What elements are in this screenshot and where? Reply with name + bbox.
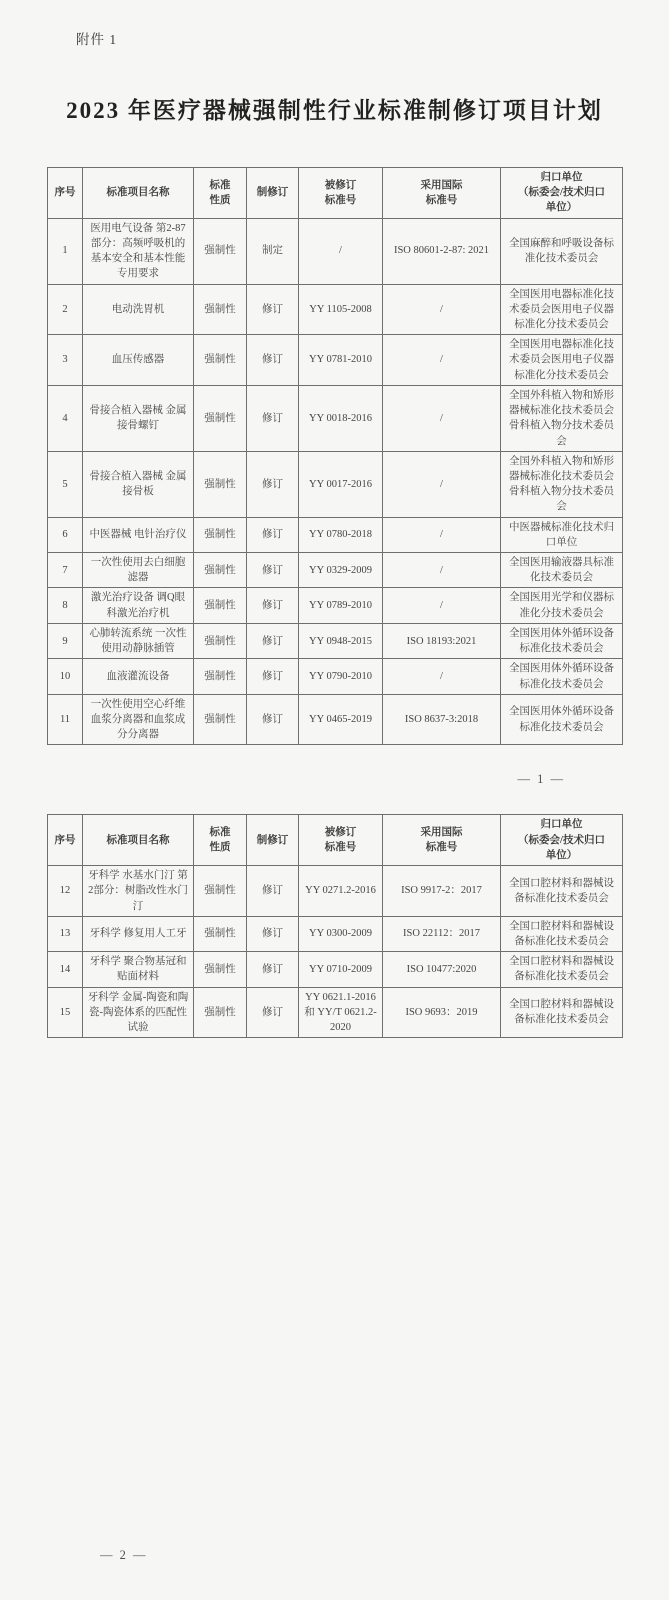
cell-revised-standard-no: YY 0790-2010 xyxy=(299,659,383,694)
cell-project-name: 血压传感器 xyxy=(83,335,194,386)
table-header-row xyxy=(48,168,623,219)
cell-intl-standard-no: / xyxy=(383,553,501,588)
cell-intl-standard-no: / xyxy=(383,517,501,552)
cell-revised-standard-no: YY 0789-2010 xyxy=(299,588,383,623)
cell-project-name: 骨接合植入器械 金属接骨板 xyxy=(83,451,194,517)
cell-standard-nature: 强制性 xyxy=(194,588,247,623)
cell-responsible-unit: 全国医用体外循环设备标准化技术委员会 xyxy=(501,659,623,694)
cell-standard-nature: 强制性 xyxy=(194,284,247,335)
cell-revised-standard-no: / xyxy=(299,218,383,284)
cell-intl-standard-no: ISO 18193:2021 xyxy=(383,623,501,658)
cell-revision-type: 修订 xyxy=(247,659,299,694)
cell-project-name: 电动洗胃机 xyxy=(83,284,194,335)
cell-standard-nature: 强制性 xyxy=(194,553,247,588)
column-header: 被修订 标准号 xyxy=(299,815,383,866)
table-row xyxy=(48,623,623,658)
cell-revision-type: 修订 xyxy=(247,335,299,386)
cell-revision-type: 修订 xyxy=(247,451,299,517)
table-row xyxy=(48,987,623,1038)
cell-responsible-unit: 全国医用光学和仪器标准化分技术委员会 xyxy=(501,588,623,623)
cell-revised-standard-no: YY 0018-2016 xyxy=(299,385,383,451)
table-row xyxy=(48,866,623,917)
cell-revised-standard-no: YY 0621.1-2016 和 YY/T 0621.2-2020 xyxy=(299,987,383,1038)
standards-table-page1 xyxy=(47,167,623,745)
cell-intl-standard-no: / xyxy=(383,659,501,694)
table-header xyxy=(48,168,623,219)
cell-responsible-unit: 全国口腔材料和器械设备标准化技术委员会 xyxy=(501,987,623,1038)
cell-serial-number: 1 xyxy=(48,218,83,284)
cell-responsible-unit: 全国医用体外循环设备标准化技术委员会 xyxy=(501,694,623,745)
cell-revised-standard-no: YY 0329-2009 xyxy=(299,553,383,588)
column-header: 标准项目名称 xyxy=(83,815,194,866)
cell-intl-standard-no: / xyxy=(383,451,501,517)
cell-standard-nature: 强制性 xyxy=(194,916,247,951)
cell-serial-number: 4 xyxy=(48,385,83,451)
column-header: 序号 xyxy=(48,168,83,219)
cell-project-name: 一次性使用空心纤维血浆分离器和血浆成分分离器 xyxy=(83,694,194,745)
cell-intl-standard-no: / xyxy=(383,335,501,386)
cell-revised-standard-no: YY 1105-2008 xyxy=(299,284,383,335)
cell-standard-nature: 强制性 xyxy=(194,866,247,917)
column-header: 制修订 xyxy=(247,815,299,866)
cell-intl-standard-no: / xyxy=(383,284,501,335)
table-body-page1 xyxy=(48,218,623,745)
cell-responsible-unit: 全国医用输液器具标准化技术委员会 xyxy=(501,553,623,588)
table-row xyxy=(48,694,623,745)
cell-revised-standard-no: YY 0300-2009 xyxy=(299,916,383,951)
cell-standard-nature: 强制性 xyxy=(194,987,247,1038)
attachment-label: 附件 1 xyxy=(76,32,118,47)
page-title: 2023 年医疗器械强制性行业标准制修订项目计划 xyxy=(66,98,603,123)
cell-project-name: 一次性使用去白细胞滤器 xyxy=(83,553,194,588)
cell-responsible-unit: 全国口腔材料和器械设备标准化技术委员会 xyxy=(501,952,623,987)
cell-standard-nature: 强制性 xyxy=(194,623,247,658)
cell-revision-type: 修订 xyxy=(247,385,299,451)
cell-revision-type: 制定 xyxy=(247,218,299,284)
cell-standard-nature: 强制性 xyxy=(194,218,247,284)
cell-revised-standard-no: YY 0781-2010 xyxy=(299,335,383,386)
cell-intl-standard-no: ISO 8637-3:2018 xyxy=(383,694,501,745)
page-number-1: — 1 — xyxy=(517,772,565,787)
cell-project-name: 牙科学 水基水门汀 第2部分：树脂改性水门汀 xyxy=(83,866,194,917)
cell-responsible-unit: 全国麻醉和呼吸设备标准化技术委员会 xyxy=(501,218,623,284)
cell-intl-standard-no: ISO 10477:2020 xyxy=(383,952,501,987)
page-number-2: — 2 — xyxy=(100,1548,148,1562)
cell-responsible-unit: 全国外科植入物和矫形器械标准化技术委员会骨科植入物分技术委员会 xyxy=(501,385,623,451)
cell-serial-number: 9 xyxy=(48,623,83,658)
column-header: 采用国际 标准号 xyxy=(383,168,501,219)
column-header: 被修订 标准号 xyxy=(299,168,383,219)
table-row xyxy=(48,952,623,987)
cell-serial-number: 6 xyxy=(48,517,83,552)
cell-serial-number: 12 xyxy=(48,866,83,917)
cell-serial-number: 14 xyxy=(48,952,83,987)
cell-serial-number: 2 xyxy=(48,284,83,335)
cell-serial-number: 7 xyxy=(48,553,83,588)
column-header: 标准 性质 xyxy=(194,815,247,866)
table-row xyxy=(48,218,623,284)
cell-revised-standard-no: YY 0465-2019 xyxy=(299,694,383,745)
cell-standard-nature: 强制性 xyxy=(194,385,247,451)
cell-standard-nature: 强制性 xyxy=(194,694,247,745)
cell-serial-number: 11 xyxy=(48,694,83,745)
cell-intl-standard-no: ISO 80601-2-87: 2021 xyxy=(383,218,501,284)
cell-project-name: 心肺转流系统 一次性使用动静脉插管 xyxy=(83,623,194,658)
cell-serial-number: 15 xyxy=(48,987,83,1038)
table-row xyxy=(48,335,623,386)
cell-intl-standard-no: / xyxy=(383,385,501,451)
column-header: 标准 性质 xyxy=(194,168,247,219)
cell-revision-type: 修订 xyxy=(247,916,299,951)
cell-project-name: 激光治疗设备 调Q眼科激光治疗机 xyxy=(83,588,194,623)
column-header: 采用国际 标准号 xyxy=(383,815,501,866)
cell-revised-standard-no: YY 0017-2016 xyxy=(299,451,383,517)
standards-table-page2 xyxy=(47,814,623,1038)
table-row xyxy=(48,916,623,951)
cell-revision-type: 修订 xyxy=(247,623,299,658)
cell-revision-type: 修订 xyxy=(247,694,299,745)
cell-intl-standard-no: ISO 9693：2019 xyxy=(383,987,501,1038)
table-row xyxy=(48,385,623,451)
table-row xyxy=(48,517,623,552)
cell-responsible-unit: 中医器械标准化技术归口单位 xyxy=(501,517,623,552)
cell-revised-standard-no: YY 0948-2015 xyxy=(299,623,383,658)
cell-serial-number: 8 xyxy=(48,588,83,623)
cell-project-name: 血液灌流设备 xyxy=(83,659,194,694)
table-row xyxy=(48,451,623,517)
cell-standard-nature: 强制性 xyxy=(194,517,247,552)
cell-standard-nature: 强制性 xyxy=(194,659,247,694)
cell-project-name: 中医器械 电针治疗仪 xyxy=(83,517,194,552)
cell-responsible-unit: 全国口腔材料和器械设备标准化技术委员会 xyxy=(501,916,623,951)
column-header: 标准项目名称 xyxy=(83,168,194,219)
table-header-row xyxy=(48,815,623,866)
column-header: 归口单位 （标委会/技术归口 单位） xyxy=(501,168,623,219)
cell-serial-number: 10 xyxy=(48,659,83,694)
column-header: 序号 xyxy=(48,815,83,866)
cell-serial-number: 3 xyxy=(48,335,83,386)
table-row xyxy=(48,588,623,623)
cell-project-name: 牙科学 聚合物基冠和贴面材料 xyxy=(83,952,194,987)
column-header: 归口单位 （标委会/技术归口 单位） xyxy=(501,815,623,866)
table-row xyxy=(48,659,623,694)
table-row xyxy=(48,553,623,588)
cell-responsible-unit: 全国口腔材料和器械设备标准化技术委员会 xyxy=(501,866,623,917)
cell-revision-type: 修订 xyxy=(247,284,299,335)
cell-standard-nature: 强制性 xyxy=(194,451,247,517)
cell-revised-standard-no: YY 0710-2009 xyxy=(299,952,383,987)
table-header xyxy=(48,815,623,866)
cell-revision-type: 修订 xyxy=(247,987,299,1038)
cell-project-name: 牙科学 金属-陶瓷和陶瓷-陶瓷体系的匹配性试验 xyxy=(83,987,194,1038)
table-row xyxy=(48,284,623,335)
cell-revision-type: 修订 xyxy=(247,553,299,588)
cell-project-name: 医用电气设备 第2-87部分：高频呼吸机的基本安全和基本性能专用要求 xyxy=(83,218,194,284)
cell-responsible-unit: 全国医用体外循环设备标准化技术委员会 xyxy=(501,623,623,658)
cell-revision-type: 修订 xyxy=(247,952,299,987)
cell-serial-number: 13 xyxy=(48,916,83,951)
cell-intl-standard-no: ISO 22112：2017 xyxy=(383,916,501,951)
cell-project-name: 牙科学 修复用人工牙 xyxy=(83,916,194,951)
table-body-page2 xyxy=(48,866,623,1038)
cell-standard-nature: 强制性 xyxy=(194,335,247,386)
cell-revision-type: 修订 xyxy=(247,588,299,623)
cell-serial-number: 5 xyxy=(48,451,83,517)
cell-revised-standard-no: YY 0271.2-2016 xyxy=(299,866,383,917)
cell-project-name: 骨接合植入器械 金属接骨螺钉 xyxy=(83,385,194,451)
cell-responsible-unit: 全国医用电器标准化技术委员会医用电子仪器标准化分技术委员会 xyxy=(501,335,623,386)
cell-responsible-unit: 全国外科植入物和矫形器械标准化技术委员会骨科植入物分技术委员会 xyxy=(501,451,623,517)
cell-revised-standard-no: YY 0780-2018 xyxy=(299,517,383,552)
cell-revision-type: 修订 xyxy=(247,517,299,552)
cell-revision-type: 修订 xyxy=(247,866,299,917)
cell-responsible-unit: 全国医用电器标准化技术委员会医用电子仪器标准化分技术委员会 xyxy=(501,284,623,335)
cell-standard-nature: 强制性 xyxy=(194,952,247,987)
column-header: 制修订 xyxy=(247,168,299,219)
cell-intl-standard-no: / xyxy=(383,588,501,623)
cell-intl-standard-no: ISO 9917-2：2017 xyxy=(383,866,501,917)
